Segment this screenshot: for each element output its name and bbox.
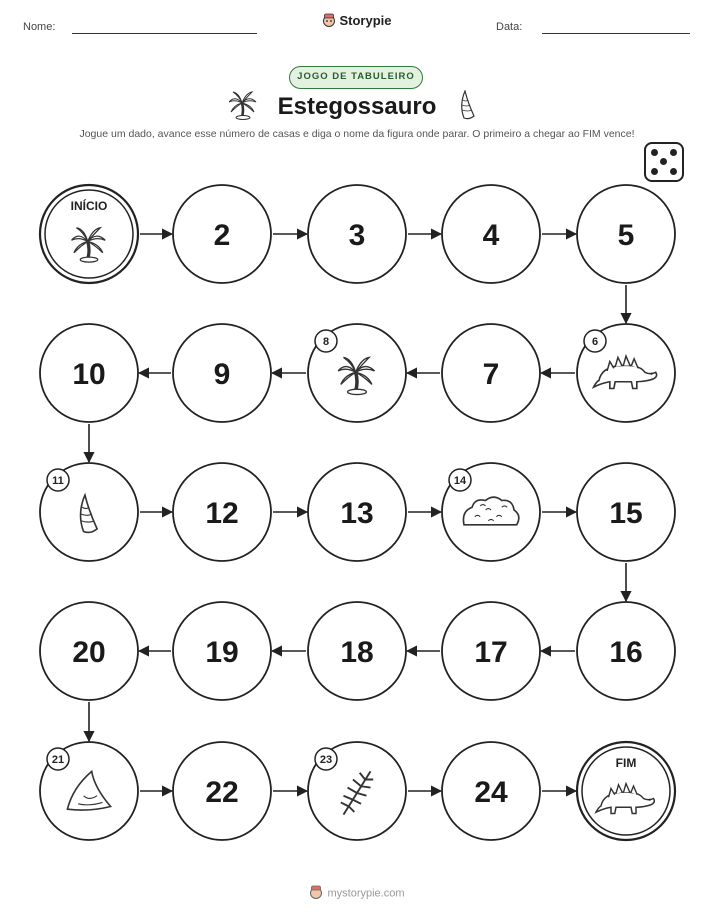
board-space-11 xyxy=(40,463,138,561)
space-number: 4 xyxy=(482,219,500,252)
board-space-17 xyxy=(442,602,540,700)
board-space-23 xyxy=(308,742,406,840)
board-space-21 xyxy=(40,742,138,840)
board-space-25 xyxy=(577,742,675,840)
space-number: 23 xyxy=(319,754,333,766)
board-space-6 xyxy=(577,324,675,422)
space-number: 13 xyxy=(340,497,374,530)
board-space-24 xyxy=(442,742,540,840)
space-number: 7 xyxy=(482,358,500,391)
brand-name: Storypie xyxy=(339,13,392,28)
space-number: 20 xyxy=(72,636,106,669)
space-number: 10 xyxy=(72,358,106,391)
space-label: FIM xyxy=(615,756,637,770)
name-label: Nome: xyxy=(23,21,56,33)
board-space-16 xyxy=(577,602,675,700)
board-space-8 xyxy=(308,324,406,422)
date-label: Data: xyxy=(496,21,523,33)
space-number: 8 xyxy=(322,336,330,348)
board-space-19 xyxy=(173,602,271,700)
board-space-22 xyxy=(173,742,271,840)
board-space-9 xyxy=(173,324,271,422)
space-number: 18 xyxy=(340,636,374,669)
board-space-13 xyxy=(308,463,406,561)
space-number: 15 xyxy=(609,497,643,530)
space-number: 6 xyxy=(591,336,599,348)
board-space-7 xyxy=(442,324,540,422)
storypie-logo-icon xyxy=(309,885,323,902)
space-number: 14 xyxy=(453,475,467,487)
space-number: 2 xyxy=(213,219,231,252)
board-space-2 xyxy=(173,185,271,283)
footer-url: mystorypie.com xyxy=(327,887,405,900)
board-space-20 xyxy=(40,602,138,700)
board-space-14 xyxy=(442,463,540,561)
board-space-12 xyxy=(173,463,271,561)
page-title: Estegossauro xyxy=(277,93,437,120)
space-number: 11 xyxy=(52,475,64,487)
footer xyxy=(0,885,714,902)
space-number: 9 xyxy=(213,358,231,391)
space-label: INÍCIO xyxy=(70,199,108,213)
board-space-3 xyxy=(308,185,406,283)
board-space-18 xyxy=(308,602,406,700)
space-number: 3 xyxy=(348,219,366,252)
game-type-badge: JOGO DE TABULEIRO xyxy=(289,66,423,89)
space-number: 5 xyxy=(617,219,635,252)
board-cells xyxy=(40,185,675,840)
instructions: Jogue um dado, avance esse número de casas e diga o nome da figura onde parar. O primeiro a chegar ao FIM vence! xyxy=(79,128,635,140)
space-number: 24 xyxy=(474,776,508,809)
space-number: 17 xyxy=(474,636,508,669)
board-space-10 xyxy=(40,324,138,422)
board-space-5 xyxy=(577,185,675,283)
board-space-1 xyxy=(40,185,138,283)
space-number: 19 xyxy=(205,636,239,669)
space-number: 22 xyxy=(205,776,239,809)
board-space-15 xyxy=(577,463,675,561)
space-number: 12 xyxy=(205,497,239,530)
board-space-4 xyxy=(442,185,540,283)
space-number: 16 xyxy=(609,636,643,669)
space-number: 21 xyxy=(51,754,65,766)
